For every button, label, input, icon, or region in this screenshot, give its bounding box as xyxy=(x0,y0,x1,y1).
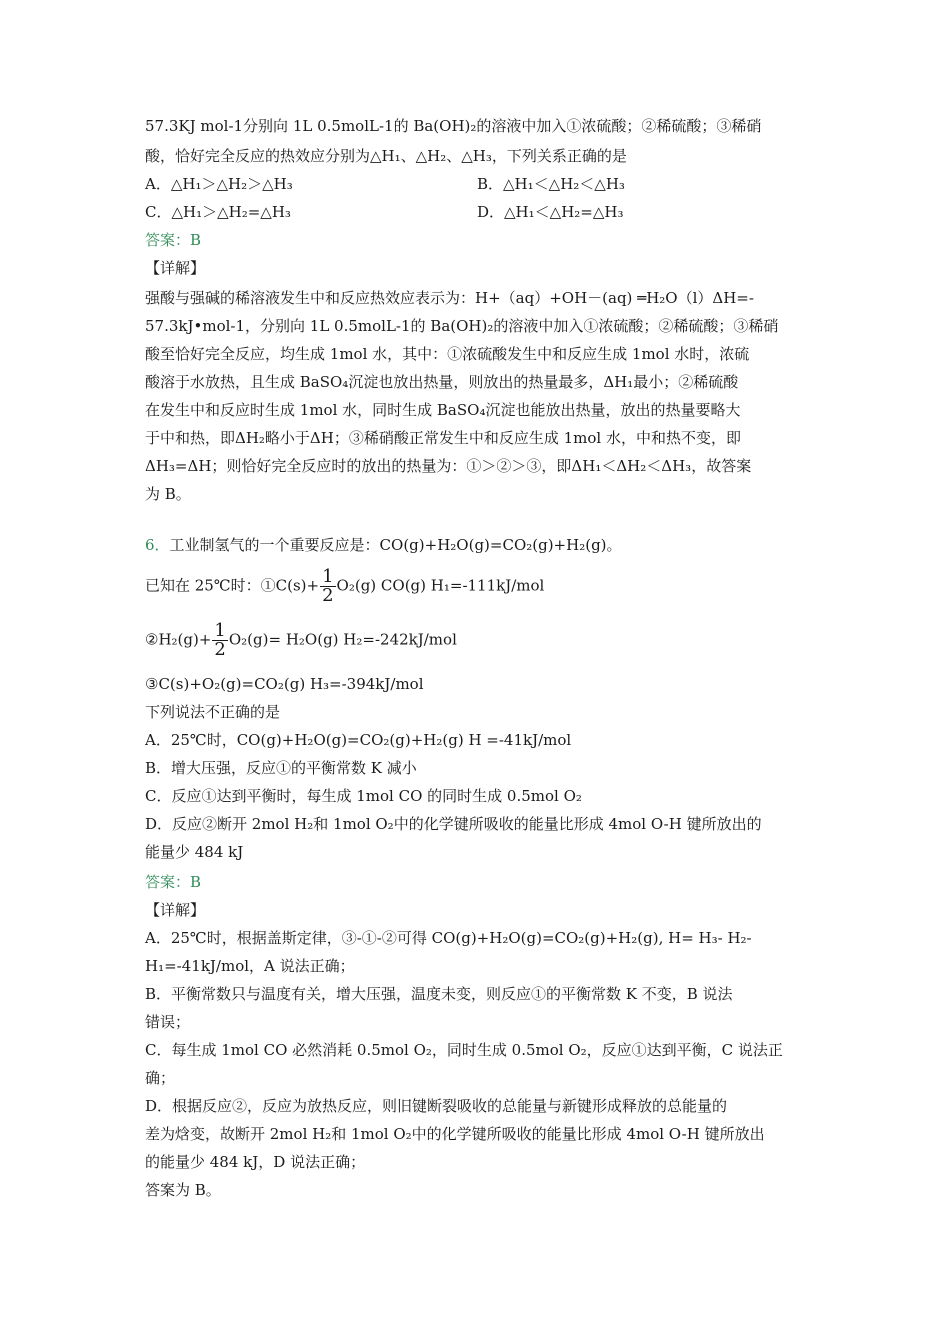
explanation-line: C．每生成 1mol CO 必然消耗 0.5mol O₂，同时生成 0.5mol O₂，反应①达到平衡，C 说法正 xyxy=(145,1041,783,1059)
q6-option-b: B．增大压强，反应①的平衡常数 K 减小 xyxy=(145,759,417,777)
answer: 答案：B xyxy=(145,873,202,891)
known-equation-1 xyxy=(145,568,544,605)
explanation-line: 的能量少 484 kJ，D 说法正确； xyxy=(145,1153,366,1171)
equation-part: O₂(g) CO(g) H₁=-111kJ/mol xyxy=(336,576,545,595)
equation-part: 已知在 25℃时：①C(s)+ xyxy=(145,576,320,595)
option-d: D．△H₁＜△H₂=△H₃ xyxy=(477,203,624,221)
explanation-line: 酸至恰好完全反应，均生成 1mol 水，其中：①浓硫酸发生中和反应生成 1mol 水时，浓硫 xyxy=(145,345,750,363)
option-a: A．△H₁＞△H₂＞△H₃ xyxy=(145,175,293,193)
explanation-line: ΔH₃=ΔH；则恰好完全反应时的放出的热量为：①＞②＞③，即ΔH₁＜ΔH₂＜ΔH₃，故答案 xyxy=(145,457,752,475)
fraction-denominator: 2 xyxy=(214,639,226,660)
q6-option-d-cont: 能量少 484 kJ xyxy=(145,843,244,861)
explanation-line: 于中和热，即ΔH₂略小于ΔH；③稀硝酸正常发生中和反应生成 1mol 水，中和热不变，即 xyxy=(145,429,741,447)
q6-option-a: A．25℃时，CO(g)+H₂O(g)=CO₂(g)+H₂(g) H =-41kJ/mol xyxy=(145,731,572,749)
explanation-line: 答案为 B。 xyxy=(145,1181,221,1199)
question-number: 6． xyxy=(145,536,170,554)
fraction-numerator: 1 xyxy=(214,620,226,641)
explanation-line: B．平衡常数只与温度有关，增大压强，温度未变，则反应①的平衡常数 K 不变，B 说法 xyxy=(145,985,733,1003)
explanation-line: H₁=-41kJ/mol，A 说法正确； xyxy=(145,957,355,975)
explanation-line: 强酸与强碱的稀溶液发生中和反应热效应表示为：H+（aq）+OH－(aq) ═H₂O（l）ΔH=- xyxy=(145,289,754,307)
equation-part: O₂(g)= H₂O(g) H₂=-242kJ/mol xyxy=(228,630,457,649)
fraction xyxy=(320,568,335,605)
detail-heading: 【详解】 xyxy=(145,259,206,277)
q6-option-c: C．反应①达到平衡时，每生成 1mol CO 的同时生成 0.5mol O₂ xyxy=(145,787,582,805)
explanation-line: A．25℃时，根据盖斯定律，③-①-②可得 CO(g)+H₂O(g)=CO₂(g)+H₂(g), H= H₃- H₂- xyxy=(145,929,752,947)
fraction-denominator: 2 xyxy=(322,585,334,606)
explanation-line: 57.3kJ•mol-1，分别向 1L 0.5molL-1的 Ba(OH)₂的溶液中加入①浓硫酸；②稀硫酸；③稀硝 xyxy=(145,317,779,335)
explanation-line: 确； xyxy=(145,1069,176,1087)
known-equation-2 xyxy=(145,622,457,659)
text-line: 酸，恰好完全反应的热效应分别为△H₁、△H₂、△H₃，下列关系正确的是 xyxy=(145,147,627,165)
q6-option-d: D．反应②断开 2mol H₂和 1mol O₂中的化学键所吸收的能量比形成 4mol O-H 键所放出的 xyxy=(145,815,762,833)
detail-heading: 【详解】 xyxy=(145,901,206,919)
explanation-line: 在发生中和反应时生成 1mol 水，同时生成 BaSO₄沉淀也能放出热量，放出的热量要略大 xyxy=(145,401,741,419)
explanation-line: D．根据反应②，反应为放热反应，则旧键断裂吸收的总能量与新键形成释放的总能量的 xyxy=(145,1097,728,1115)
fraction xyxy=(212,622,227,659)
explanation-line: 酸溶于水放热，且生成 BaSO₄沉淀也放出热量，则放出的热量最多，ΔH₁最小；②稀硫酸 xyxy=(145,373,739,391)
answer: 答案：B xyxy=(145,231,202,249)
option-c: C．△H₁＞△H₂=△H₃ xyxy=(145,203,291,221)
equation-part: ②H₂(g)+ xyxy=(145,630,212,649)
explanation-line: 差为焓变，故断开 2mol H₂和 1mol O₂中的化学键所吸收的能量比形成 4mol O-H 键所放出 xyxy=(145,1125,765,1143)
question-6 xyxy=(145,535,622,555)
explanation-line: 为 B。 xyxy=(145,485,191,503)
option-b: B．△H₁＜△H₂＜△H₃ xyxy=(477,175,625,193)
explanation-line: 错误； xyxy=(145,1013,191,1031)
question-text: 工业制氢气的一个重要反应是：CO(g)+H₂O(g)=CO₂(g)+H₂(g)。 xyxy=(169,536,622,554)
text-line: 57.3KJ mol-1分别向 1L 0.5molL-1的 Ba(OH)₂的溶液中加入①浓硫酸；②稀硫酸；③稀硝 xyxy=(145,117,762,135)
known-equation-3: ③C(s)+O₂(g)=CO₂(g) H₃=-394kJ/mol xyxy=(145,675,424,693)
fraction-numerator: 1 xyxy=(322,566,334,587)
question-ask: 下列说法不正确的是 xyxy=(145,703,281,721)
